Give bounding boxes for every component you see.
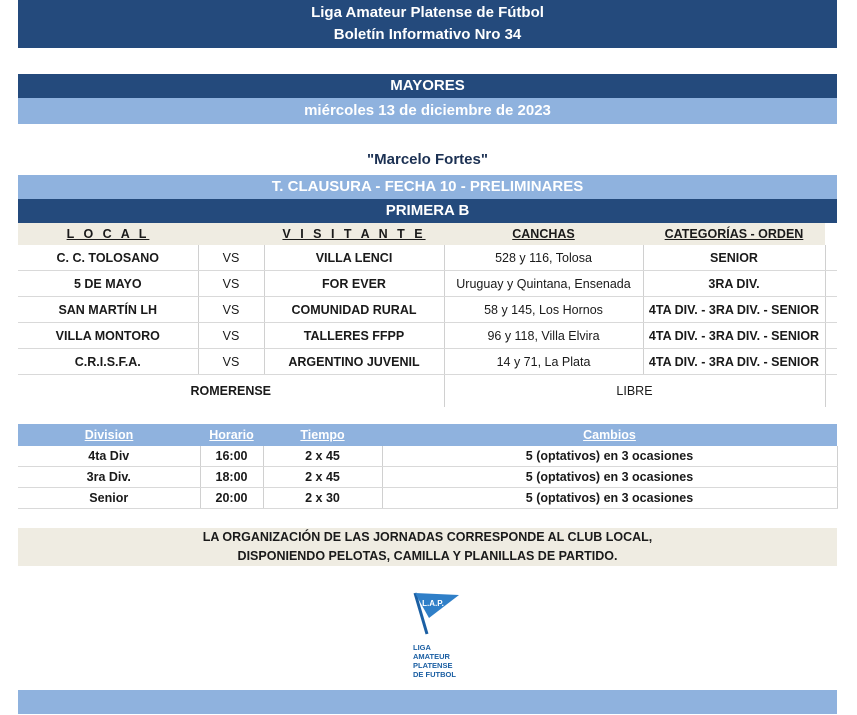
- logo-line-3: PLATENSE: [413, 661, 453, 670]
- schedule-row: [18, 446, 837, 467]
- bye-row: [18, 375, 837, 408]
- category-title: MAYORES: [18, 74, 837, 98]
- horario-header: Horario: [200, 424, 263, 446]
- visiting-team: ARGENTINO JUVENIL: [264, 349, 444, 375]
- field-location: 58 y 145, Los Hornos: [444, 297, 643, 323]
- categorias-header: CATEGORÍAS - ORDEN: [643, 223, 825, 245]
- logo-line-4: DE FUTBOL: [413, 670, 456, 679]
- bye-team: ROMERENSE: [18, 375, 444, 408]
- canchas-header: CANCHAS: [444, 223, 643, 245]
- visiting-team: FOR EVER: [264, 271, 444, 297]
- division-header: Division: [18, 424, 200, 446]
- match-row: [18, 271, 837, 297]
- match-row: [18, 349, 837, 375]
- visiting-team: COMUNIDAD RURAL: [264, 297, 444, 323]
- tournament-title: T. CLAUSURA - FECHA 10 - PRELIMINARES: [18, 175, 837, 199]
- local-team: 5 DE MAYO: [18, 271, 198, 297]
- bye-status: LIBRE: [444, 375, 825, 408]
- schedule-table: [18, 424, 838, 509]
- field-location: 96 y 118, Villa Elvira: [444, 323, 643, 349]
- tribute-title: "Marcelo Fortes": [367, 151, 488, 168]
- match-row: [18, 245, 837, 271]
- flag-icon: [405, 590, 469, 686]
- visitante-header: V I S I T A N T E: [264, 223, 444, 245]
- field-location: 14 y 71, La Plata: [444, 349, 643, 375]
- league-title: Liga Amateur Platense de Fútbol: [311, 4, 544, 21]
- logo-line-1: LIGA: [413, 643, 431, 652]
- visiting-team: VILLA LENCI: [264, 245, 444, 271]
- flag-text: L.A.P.: [422, 599, 444, 608]
- match-categories: 4TA DIV. - 3RA DIV. - SENIOR: [643, 323, 825, 349]
- local-header: L O C A L: [18, 223, 198, 245]
- organization-note: [18, 528, 837, 566]
- schedule-time: 16:00: [200, 446, 263, 467]
- schedule-row: [18, 467, 837, 488]
- cambios-header: Cambios: [382, 424, 837, 446]
- schedule-duration: 2 x 30: [263, 488, 382, 509]
- schedule-duration: 2 x 45: [263, 446, 382, 467]
- schedule-time: 20:00: [200, 488, 263, 509]
- schedule-division: Senior: [18, 488, 200, 509]
- footer-bar: [18, 690, 837, 714]
- field-location: Uruguay y Quintana, Ensenada: [444, 271, 643, 297]
- schedule-substitutions: 5 (optativos) en 3 ocasiones: [382, 467, 837, 488]
- division-title: PRIMERA B: [18, 199, 837, 223]
- visiting-team: TALLERES FFPP: [264, 323, 444, 349]
- match-categories: 4TA DIV. - 3RA DIV. - SENIOR: [643, 297, 825, 323]
- league-logo: [405, 590, 469, 686]
- schedule-time: 18:00: [200, 467, 263, 488]
- match-categories: 3RA DIV.: [643, 271, 825, 297]
- schedule-row: [18, 488, 837, 509]
- vs-label: VS: [198, 323, 264, 349]
- match-row: [18, 323, 837, 349]
- tiempo-header: Tiempo: [263, 424, 382, 446]
- matches-header-row: [18, 223, 837, 245]
- note-line-1: LA ORGANIZACIÓN DE LAS JORNADAS CORRESPONDE AL CLUB LOCAL,: [202, 530, 653, 544]
- note-line-2: DISPONIENDO PELOTAS, CAMILLA Y PLANILLAS DE PARTIDO.: [237, 549, 618, 563]
- local-team: C.R.I.S.F.A.: [18, 349, 198, 375]
- match-categories: 4TA DIV. - 3RA DIV. - SENIOR: [643, 349, 825, 375]
- local-team: VILLA MONTORO: [18, 323, 198, 349]
- schedule-division: 4ta Div: [18, 446, 200, 467]
- logo-line-2: AMATEUR: [413, 652, 450, 661]
- vs-label: VS: [198, 349, 264, 375]
- match-row: [18, 297, 837, 323]
- local-team: SAN MARTÍN LH: [18, 297, 198, 323]
- bulletin-number: Boletín Informativo Nro 34: [333, 26, 522, 43]
- vs-label: VS: [198, 297, 264, 323]
- local-team: C. C. TOLOSANO: [18, 245, 198, 271]
- schedule-division: 3ra Div.: [18, 467, 200, 488]
- schedule-duration: 2 x 45: [263, 467, 382, 488]
- schedule-substitutions: 5 (optativos) en 3 ocasiones: [382, 488, 837, 509]
- match-categories: SENIOR: [643, 245, 825, 271]
- field-location: 528 y 116, Tolosa: [444, 245, 643, 271]
- schedule-header-row: [18, 424, 837, 446]
- vs-label: VS: [198, 245, 264, 271]
- matches-table: [18, 223, 837, 407]
- schedule-substitutions: 5 (optativos) en 3 ocasiones: [382, 446, 837, 467]
- match-date: miércoles 13 de diciembre de 2023: [18, 98, 837, 124]
- vs-label: VS: [198, 271, 264, 297]
- bulletin-header: [18, 0, 837, 48]
